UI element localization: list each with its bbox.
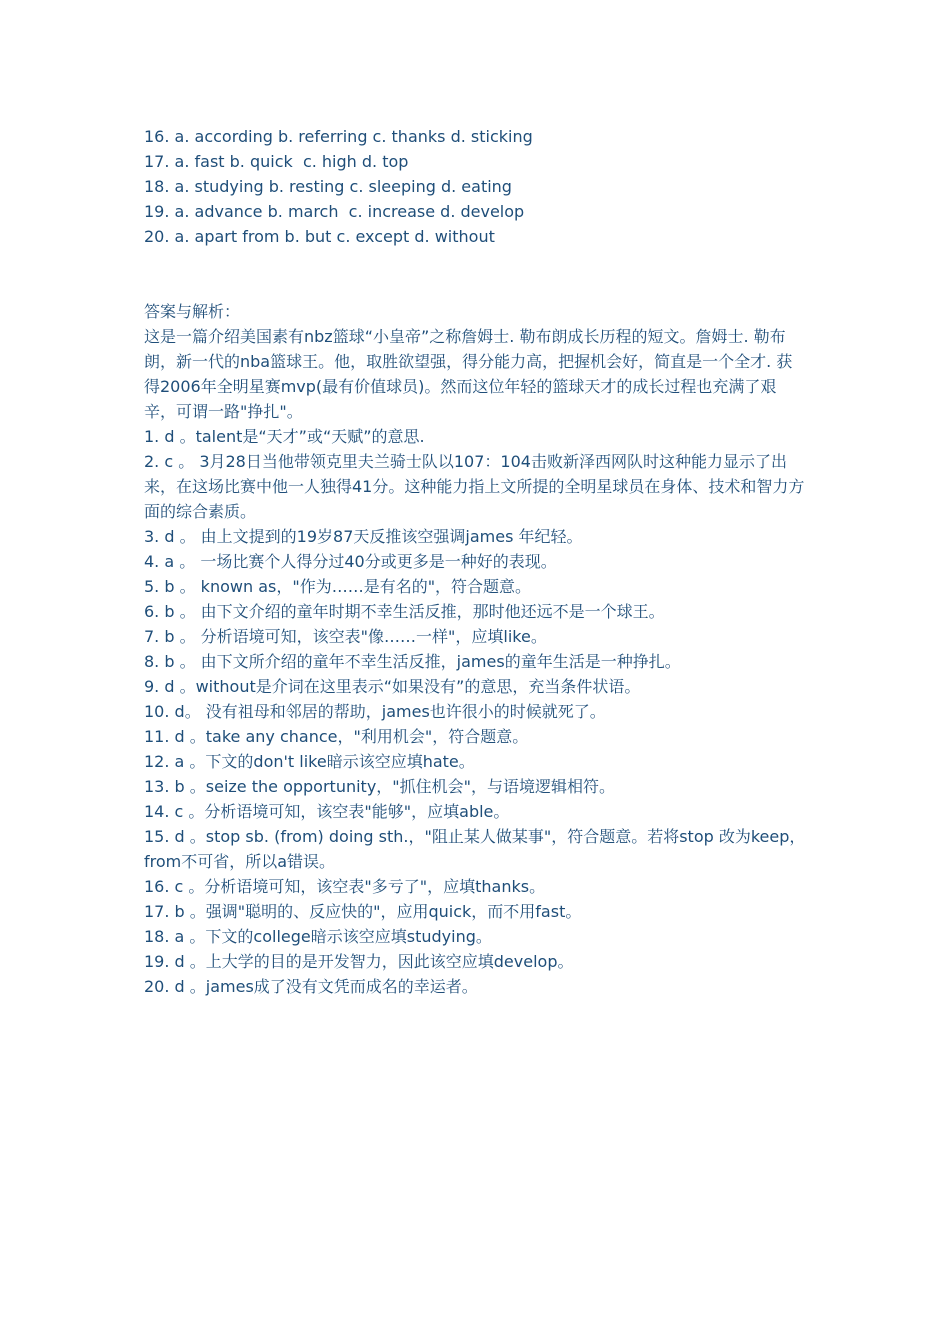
answer-item-20: 20. d 。james成了没有文凭而成名的幸运者。 [144,977,478,996]
option-line-17: 17. a. fast b. quick c. high d. top [144,152,409,171]
document-page [144,124,808,999]
answer-item-12: 12. a 。下文的don't like暗示该空应填hate。 [144,752,475,771]
answer-heading: 答案与解析： [144,302,241,321]
intro-paragraph: 这是一篇介绍美国素有nbz篮球“小皇帝”之称詹姆士. 勒布朗成长历程的短文。詹姆士. 勒布朗，新一代的nba篮球王。他，取胜欲望强，得分能力高，把握机会好，简直是一个全才. 获得2006年全明星赛mvp(最有价值球员)。然而这位年轻的篮球天才的成长过程也充满了艰辛，可谓一路"挣扎"。 [144,327,793,421]
answers-list [144,424,808,999]
answer-item-17: 17. b 。强调"聪明的、反应快的"，应用quick，而不用fast。 [144,902,582,921]
answer-item-7: 7. b 。 分析语境可知，该空表"像……一样"，应填like。 [144,627,547,646]
answer-item-11: 11. d 。take any chance，"利用机会"，符合题意。 [144,727,529,746]
option-line-19: 19. a. advance b. march c. increase d. develop [144,202,525,221]
option-line-16: 16. a. according b. referring c. thanks d. sticking [144,127,533,146]
answer-item-9: 9. d 。without是介词在这里表示“如果没有”的意思，充当条件状语。 [144,677,641,696]
answer-item-1: 1. d 。talent是“天才”或“天赋”的意思. [144,427,425,446]
spacer [144,249,808,299]
answer-item-13: 13. b 。seize the opportunity，"抓住机会"，与语境逻辑相符。 [144,777,616,796]
answer-item-16: 16. c 。分析语境可知，该空表"多亏了"，应填thanks。 [144,877,546,896]
options-list [144,124,808,249]
answer-item-3: 3. d 。 由上文提到的19岁87天反推该空强调james 年纪轻。 [144,527,583,546]
option-line-18: 18. a. studying b. resting c. sleeping d. eating [144,177,512,196]
answer-item-4: 4. a 。 一场比赛个人得分过40分或更多是一种好的表现。 [144,552,557,571]
answer-item-8: 8. b 。 由下文所介绍的童年不幸生活反推，james的童年生活是一种挣扎。 [144,652,681,671]
answer-item-19: 19. d 。上大学的目的是开发智力，因此该空应填develop。 [144,952,574,971]
answer-item-10: 10. d。 没有祖母和邻居的帮助，james也许很小的时候就死了。 [144,702,606,721]
answer-item-6: 6. b 。 由下文介绍的童年时期不幸生活反推，那时他还远不是一个球王。 [144,602,665,621]
answer-item-14: 14. c 。分析语境可知，该空表"能够"，应填able。 [144,802,510,821]
option-line-20: 20. a. apart from b. but c. except d. without [144,227,495,246]
answer-item-18: 18. a 。下文的college暗示该空应填studying。 [144,927,492,946]
answer-item-2: 2. c 。 3月28日当他带领克里夫兰骑士队以107：104击败新泽西网队时这种能力显示了出来，在这场比赛中他一人独得41分。这种能力指上文所提的全明星球员在身体、技术和智力方面的综合素质。 [144,452,805,521]
answer-item-5: 5. b 。 known as，"作为……是有名的"，符合题意。 [144,577,532,596]
answer-item-15: 15. d 。stop sb. (from) doing sth.，"阻止某人做某事"，符合题意。若将stop 改为keep，from不可省，所以a错误。 [144,827,806,871]
